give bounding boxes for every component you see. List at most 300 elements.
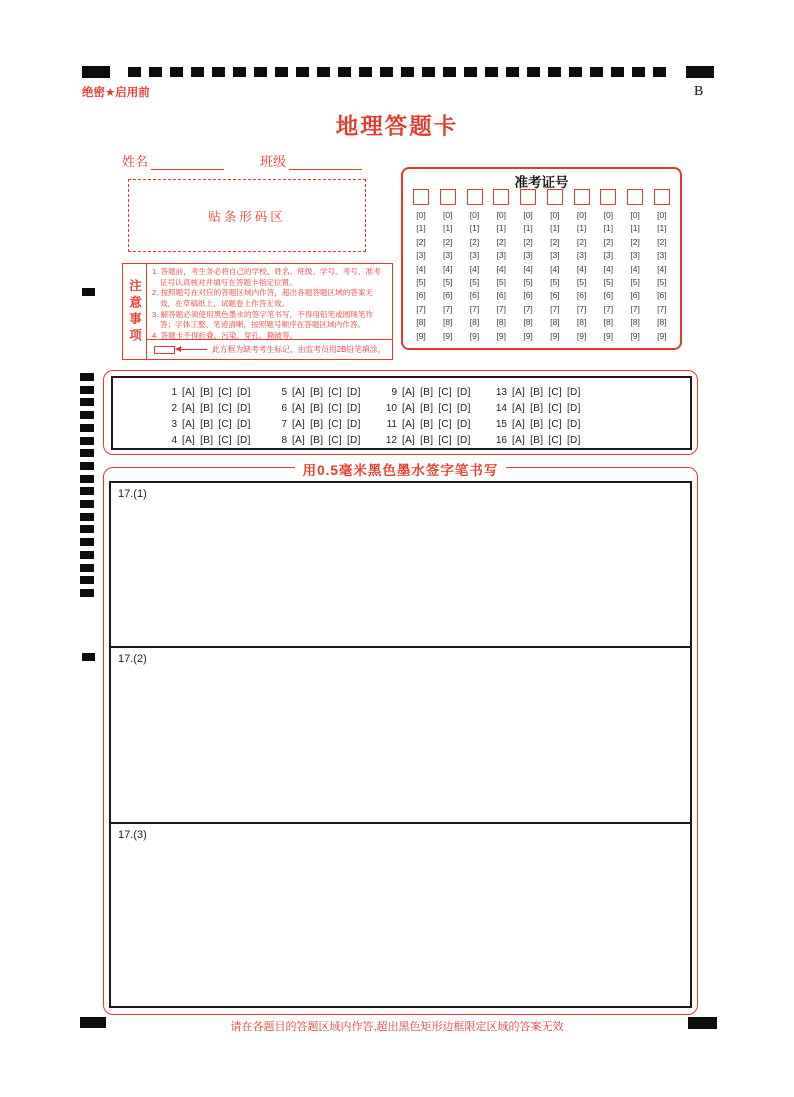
digit-bubble[interactable]: [3] bbox=[603, 250, 614, 261]
digit-bubble[interactable]: [7] bbox=[523, 303, 533, 314]
timing-dash bbox=[632, 67, 645, 77]
option-bubble[interactable]: [B] bbox=[310, 402, 324, 414]
digit-bubble[interactable]: [1] bbox=[576, 223, 587, 234]
digit-bubble[interactable]: [9] bbox=[523, 330, 533, 341]
option-bubble[interactable]: [B] bbox=[200, 402, 214, 414]
exam-number-column bbox=[520, 189, 536, 343]
left-timing-mark bbox=[80, 589, 94, 597]
top-timing-marks bbox=[128, 67, 666, 77]
barcode-paste-area[interactable] bbox=[128, 179, 366, 252]
exam-number-column bbox=[467, 189, 483, 343]
digit-bubble[interactable]: [8] bbox=[496, 317, 507, 328]
mc-question-row bbox=[157, 416, 282, 432]
digit-bubble[interactable]: [5] bbox=[523, 277, 533, 288]
digit-bubble[interactable]: [1] bbox=[469, 223, 480, 234]
digit-bubble[interactable]: [9] bbox=[416, 330, 426, 341]
option-bubble[interactable]: [B] bbox=[420, 402, 434, 414]
digit-bubble[interactable]: [3] bbox=[630, 250, 640, 261]
option-bubble[interactable]: [B] bbox=[530, 402, 544, 414]
left-timing-mark bbox=[82, 288, 95, 296]
digit-bubble[interactable]: [2] bbox=[657, 236, 667, 247]
digit-bubble[interactable]: [3] bbox=[576, 250, 587, 261]
digit-bubble[interactable]: [9] bbox=[496, 330, 507, 341]
digit-bubble[interactable]: [6] bbox=[550, 290, 560, 301]
question-number: 3 bbox=[171, 418, 177, 430]
digit-bubble[interactable]: [1] bbox=[496, 223, 507, 234]
digit-bubble[interactable]: [3] bbox=[657, 250, 667, 261]
digit-bubble[interactable]: [3] bbox=[469, 250, 480, 261]
mc-question-row bbox=[377, 416, 502, 432]
option-bubble[interactable]: [A] bbox=[292, 434, 306, 446]
option-bubble[interactable]: [D] bbox=[346, 386, 361, 398]
option-bubble[interactable]: [A] bbox=[402, 386, 416, 398]
digit-write-box[interactable] bbox=[467, 189, 483, 205]
timing-dash bbox=[401, 67, 414, 77]
digit-bubble[interactable]: [6] bbox=[469, 290, 480, 301]
digit-bubble[interactable]: [2] bbox=[416, 236, 426, 247]
timing-dash bbox=[422, 67, 435, 77]
option-bubble[interactable]: [B] bbox=[310, 434, 324, 446]
left-timing-mark bbox=[80, 424, 94, 432]
absent-mark-box[interactable] bbox=[154, 346, 175, 354]
option-bubble[interactable]: [D] bbox=[236, 402, 251, 414]
timing-dash bbox=[317, 67, 330, 77]
digit-bubble[interactable]: [3] bbox=[550, 250, 560, 261]
digit-bubble[interactable]: [4] bbox=[523, 263, 533, 274]
mc-column bbox=[377, 384, 502, 448]
question-number: 9 bbox=[391, 386, 397, 398]
name-field[interactable] bbox=[151, 156, 224, 170]
timing-dash bbox=[254, 67, 267, 77]
footer-warning-note: 请在各题目的答题区域内作答,超出黑色矩形边框限定区域的答案无效 bbox=[230, 1021, 564, 1033]
form-version-letter: B bbox=[694, 84, 704, 99]
digit-bubble[interactable]: [3] bbox=[443, 250, 453, 261]
digit-bubble[interactable]: [0] bbox=[523, 210, 533, 220]
digit-bubble[interactable]: [1] bbox=[657, 223, 667, 234]
question-number: 12 bbox=[385, 434, 397, 446]
corner-registration-mark bbox=[82, 66, 110, 78]
barcode-area-label: 贴条形码区 bbox=[208, 209, 286, 224]
essay-area-17-2[interactable] bbox=[111, 648, 690, 824]
digit-bubble[interactable]: [9] bbox=[576, 330, 587, 341]
digit-bubble[interactable]: [0] bbox=[657, 210, 667, 220]
essay-header bbox=[104, 459, 697, 480]
option-bubble[interactable]: [D] bbox=[566, 434, 581, 446]
digit-bubble[interactable]: [4] bbox=[416, 263, 426, 274]
digit-bubble[interactable]: [7] bbox=[443, 303, 453, 314]
digit-bubble[interactable]: [2] bbox=[603, 236, 614, 247]
student-info-row bbox=[122, 151, 362, 170]
digit-bubble[interactable]: [6] bbox=[496, 290, 507, 301]
digit-bubble[interactable]: [0] bbox=[496, 210, 507, 220]
timing-dash bbox=[380, 67, 393, 77]
mc-question-row bbox=[267, 416, 392, 432]
exam-number-grid bbox=[413, 189, 670, 343]
mc-question-row bbox=[487, 432, 612, 448]
mc-column bbox=[267, 384, 392, 448]
left-timing-mark bbox=[80, 449, 94, 457]
mc-question-row bbox=[267, 432, 392, 448]
digit-bubble[interactable]: [2] bbox=[443, 236, 453, 247]
option-bubble[interactable]: [A] bbox=[512, 418, 526, 430]
digit-write-box[interactable] bbox=[440, 189, 456, 205]
mc-question-row bbox=[377, 432, 502, 448]
digit-write-box[interactable] bbox=[413, 189, 429, 205]
timing-dash bbox=[611, 67, 624, 77]
digit-bubble[interactable]: [4] bbox=[550, 263, 560, 274]
timing-dash bbox=[233, 67, 246, 77]
timing-dash bbox=[527, 67, 540, 77]
timing-dash bbox=[653, 67, 666, 77]
essay-header-text: 用0.5毫米黑色墨水签字笔书写 bbox=[295, 463, 507, 478]
timing-dash bbox=[170, 67, 183, 77]
digit-bubble[interactable]: [4] bbox=[603, 263, 614, 274]
option-bubble[interactable]: [A] bbox=[512, 402, 526, 414]
multiple-choice-section bbox=[103, 370, 698, 455]
digit-bubble[interactable]: [1] bbox=[630, 223, 640, 234]
notice-title: 注意事项 bbox=[127, 278, 142, 345]
option-bubble[interactable]: [C] bbox=[548, 386, 562, 398]
left-timing-mark bbox=[80, 398, 94, 406]
digit-bubble[interactable]: [7] bbox=[496, 303, 507, 314]
timing-dash bbox=[548, 67, 561, 77]
page-title: 地理答题卡 bbox=[335, 114, 459, 139]
digit-bubble[interactable]: [0] bbox=[469, 210, 480, 220]
timing-dash bbox=[506, 67, 519, 77]
left-timing-mark bbox=[80, 551, 94, 559]
option-bubble[interactable]: [C] bbox=[328, 386, 342, 398]
digit-bubble[interactable]: [8] bbox=[416, 317, 426, 328]
digit-bubble[interactable]: [3] bbox=[416, 250, 426, 261]
left-timing-mark bbox=[80, 513, 94, 521]
digit-bubble[interactable]: [3] bbox=[523, 250, 533, 261]
digit-bubble[interactable]: [4] bbox=[469, 263, 480, 274]
option-bubble[interactable]: [C] bbox=[438, 386, 452, 398]
digit-bubble[interactable]: [7] bbox=[416, 303, 426, 314]
left-timing-mark bbox=[80, 538, 94, 546]
digit-bubble[interactable]: [5] bbox=[603, 277, 614, 288]
option-bubble[interactable]: [D] bbox=[456, 418, 471, 430]
option-bubble[interactable]: [B] bbox=[200, 434, 214, 446]
left-timing-mark bbox=[82, 653, 95, 661]
mc-question-row bbox=[487, 400, 612, 416]
mc-question-row bbox=[377, 400, 502, 416]
digit-bubble[interactable]: [7] bbox=[603, 303, 614, 314]
question-number: 10 bbox=[385, 402, 397, 414]
digit-write-box[interactable] bbox=[600, 189, 616, 205]
option-bubble[interactable]: [A] bbox=[182, 402, 196, 414]
exam-number-column bbox=[547, 189, 563, 343]
mc-column bbox=[487, 384, 612, 448]
option-bubble[interactable]: [D] bbox=[346, 402, 361, 414]
digit-bubble[interactable]: [7] bbox=[469, 303, 480, 314]
digit-bubble[interactable]: [6] bbox=[443, 290, 453, 301]
digit-bubble[interactable]: [1] bbox=[523, 223, 533, 234]
digit-bubble[interactable]: [9] bbox=[443, 330, 453, 341]
mc-question-row bbox=[157, 432, 282, 448]
digit-bubble[interactable]: [6] bbox=[603, 290, 614, 301]
digit-bubble[interactable]: [5] bbox=[630, 277, 640, 288]
option-bubble[interactable]: [A] bbox=[402, 402, 416, 414]
left-timing-mark bbox=[80, 500, 94, 508]
digit-bubble[interactable]: [8] bbox=[576, 317, 587, 328]
digit-write-box[interactable] bbox=[627, 189, 643, 205]
left-timing-mark bbox=[80, 373, 94, 381]
question-number: 14 bbox=[495, 402, 507, 414]
option-bubble[interactable]: [A] bbox=[182, 434, 196, 446]
timing-dash bbox=[149, 67, 162, 77]
option-bubble[interactable]: [A] bbox=[292, 386, 306, 398]
essay-question-label: 17.(1) bbox=[118, 488, 147, 500]
notice-title-cell bbox=[123, 264, 147, 359]
option-bubble[interactable]: [C] bbox=[218, 418, 232, 430]
question-number: 6 bbox=[281, 402, 287, 414]
question-number: 8 bbox=[281, 434, 287, 446]
option-bubble[interactable]: [B] bbox=[310, 418, 324, 430]
digit-bubble[interactable]: [2] bbox=[523, 236, 533, 247]
notice-items bbox=[147, 264, 392, 343]
digit-bubble[interactable]: [5] bbox=[550, 277, 560, 288]
notice-item: 1. 答题前，考生务必将自己的学校、姓名、班级、学号、考号、准考证号认真核对并填写在答题卡指定位置。 bbox=[152, 267, 381, 287]
digit-bubble[interactable]: [9] bbox=[657, 330, 667, 341]
digit-bubble[interactable]: [1] bbox=[603, 223, 614, 234]
digit-write-box[interactable] bbox=[493, 189, 509, 205]
option-bubble[interactable]: [B] bbox=[200, 418, 214, 430]
question-number: 5 bbox=[281, 386, 287, 398]
timing-dash bbox=[128, 67, 141, 77]
digit-bubble[interactable]: [0] bbox=[416, 210, 426, 220]
class-label: 班级 bbox=[260, 154, 287, 169]
option-bubble[interactable]: [B] bbox=[530, 386, 544, 398]
option-bubble[interactable]: [C] bbox=[328, 402, 342, 414]
left-timing-mark bbox=[80, 525, 94, 533]
exam-number-column bbox=[574, 189, 590, 343]
option-bubble[interactable]: [C] bbox=[548, 434, 562, 446]
option-bubble[interactable]: [A] bbox=[292, 418, 306, 430]
option-bubble[interactable]: [C] bbox=[218, 402, 232, 414]
digit-bubble[interactable]: [0] bbox=[443, 210, 453, 220]
exam-number-column bbox=[440, 189, 456, 343]
option-bubble[interactable]: [B] bbox=[310, 386, 324, 398]
essay-question-label: 17.(2) bbox=[118, 653, 147, 665]
essay-area-17-3[interactable] bbox=[111, 824, 690, 1006]
option-bubble[interactable]: [D] bbox=[456, 402, 471, 414]
mc-question-row bbox=[267, 400, 392, 416]
digit-bubble[interactable]: [5] bbox=[469, 277, 480, 288]
option-bubble[interactable]: [B] bbox=[420, 434, 434, 446]
digit-bubble[interactable]: [9] bbox=[550, 330, 560, 341]
digit-bubble[interactable]: [6] bbox=[630, 290, 640, 301]
timing-dash bbox=[275, 67, 288, 77]
digit-bubble[interactable]: [4] bbox=[443, 263, 453, 274]
left-arrow-icon bbox=[181, 349, 207, 351]
digit-bubble[interactable]: [1] bbox=[443, 223, 453, 234]
question-number: 2 bbox=[171, 402, 177, 414]
digit-bubble[interactable]: [8] bbox=[443, 317, 453, 328]
essay-question-label: 17.(3) bbox=[118, 829, 147, 841]
digit-bubble[interactable]: [1] bbox=[550, 223, 560, 234]
mc-question-row bbox=[157, 400, 282, 416]
option-bubble[interactable]: [A] bbox=[512, 434, 526, 446]
option-bubble[interactable]: [C] bbox=[548, 402, 562, 414]
left-timing-mark bbox=[80, 411, 94, 419]
option-bubble[interactable]: [A] bbox=[182, 418, 196, 430]
essay-answer-box bbox=[109, 481, 692, 1008]
option-bubble[interactable]: [A] bbox=[402, 434, 416, 446]
question-number: 15 bbox=[495, 418, 507, 430]
option-bubble[interactable]: [D] bbox=[456, 386, 471, 398]
exam-number-column bbox=[493, 189, 509, 343]
digit-bubble[interactable]: [6] bbox=[416, 290, 426, 301]
left-timing-mark bbox=[80, 462, 94, 470]
option-bubble[interactable]: [B] bbox=[530, 434, 544, 446]
option-bubble[interactable]: [B] bbox=[200, 386, 214, 398]
digit-bubble[interactable]: [2] bbox=[496, 236, 507, 247]
exam-number-column bbox=[654, 189, 670, 343]
digit-bubble[interactable]: [9] bbox=[630, 330, 640, 341]
option-bubble[interactable]: [B] bbox=[530, 418, 544, 430]
digit-bubble[interactable]: [1] bbox=[416, 223, 426, 234]
essay-section bbox=[103, 463, 698, 1015]
option-bubble[interactable]: [D] bbox=[566, 386, 581, 398]
digit-bubble[interactable]: [9] bbox=[469, 330, 480, 341]
option-bubble[interactable]: [A] bbox=[512, 386, 526, 398]
digit-bubble[interactable]: [4] bbox=[630, 263, 640, 274]
digit-bubble[interactable]: [5] bbox=[496, 277, 507, 288]
digit-bubble[interactable]: [8] bbox=[523, 317, 533, 328]
digit-bubble[interactable]: [8] bbox=[630, 317, 640, 328]
option-bubble[interactable]: [C] bbox=[218, 386, 232, 398]
timing-dash bbox=[191, 67, 204, 77]
option-bubble[interactable]: [D] bbox=[346, 434, 361, 446]
notice-item: 2. 按照题号在对应的答题区域内作答，超出各题答题区域的答案无效，在草稿纸上、试题卷上作答无效。 bbox=[152, 288, 374, 308]
option-bubble[interactable]: [C] bbox=[438, 418, 452, 430]
notice-content bbox=[147, 264, 392, 359]
mc-question-row bbox=[267, 384, 392, 400]
option-bubble[interactable]: [A] bbox=[182, 386, 196, 398]
digit-bubble[interactable]: [2] bbox=[550, 236, 560, 247]
digit-write-box[interactable] bbox=[520, 189, 536, 205]
digit-bubble[interactable]: [5] bbox=[443, 277, 453, 288]
absent-mark-note: 此方框为缺考考生标记，由监考员用2B铅笔填涂。 bbox=[212, 345, 386, 354]
option-bubble[interactable]: [C] bbox=[438, 434, 452, 446]
digit-bubble[interactable]: [0] bbox=[603, 210, 614, 220]
left-timing-mark bbox=[80, 564, 94, 572]
option-bubble[interactable]: [D] bbox=[346, 418, 361, 430]
exam-number-section bbox=[401, 167, 682, 350]
mc-question-row bbox=[487, 384, 612, 400]
digit-bubble[interactable]: [7] bbox=[550, 303, 560, 314]
security-classification-label: 绝密★启用前 bbox=[82, 87, 150, 99]
option-bubble[interactable]: [B] bbox=[420, 386, 434, 398]
timing-dash bbox=[338, 67, 351, 77]
option-bubble[interactable]: [D] bbox=[236, 386, 251, 398]
digit-bubble[interactable]: [7] bbox=[657, 303, 667, 314]
digit-bubble[interactable]: [8] bbox=[657, 317, 667, 328]
option-bubble[interactable]: [D] bbox=[566, 402, 581, 414]
digit-bubble[interactable]: [8] bbox=[469, 317, 480, 328]
digit-bubble[interactable]: [6] bbox=[657, 290, 667, 301]
timing-dash bbox=[485, 67, 498, 77]
digit-bubble[interactable]: [7] bbox=[576, 303, 587, 314]
option-bubble[interactable]: [C] bbox=[328, 434, 342, 446]
mc-question-row bbox=[487, 416, 612, 432]
digit-bubble[interactable]: [4] bbox=[576, 263, 587, 274]
timing-dash bbox=[212, 67, 225, 77]
option-bubble[interactable]: [C] bbox=[328, 418, 342, 430]
option-bubble[interactable]: [D] bbox=[236, 418, 251, 430]
timing-dash bbox=[569, 67, 582, 77]
digit-bubble[interactable]: [5] bbox=[576, 277, 587, 288]
digit-bubble[interactable]: [9] bbox=[603, 330, 614, 341]
exam-number-title: 准考证号 bbox=[514, 175, 569, 190]
class-field[interactable] bbox=[289, 156, 362, 170]
left-timing-mark bbox=[80, 475, 94, 483]
digit-bubble[interactable]: [8] bbox=[550, 317, 560, 328]
digit-bubble[interactable]: [3] bbox=[496, 250, 507, 261]
option-bubble[interactable]: [A] bbox=[292, 402, 306, 414]
option-bubble[interactable]: [B] bbox=[420, 418, 434, 430]
digit-bubble[interactable]: [2] bbox=[576, 236, 587, 247]
digit-write-box[interactable] bbox=[654, 189, 670, 205]
exam-number-column bbox=[600, 189, 616, 343]
timing-dash bbox=[464, 67, 477, 77]
option-bubble[interactable]: [A] bbox=[402, 418, 416, 430]
option-bubble[interactable]: [D] bbox=[236, 434, 251, 446]
digit-bubble[interactable]: [0] bbox=[550, 210, 560, 220]
option-bubble[interactable]: [C] bbox=[438, 402, 452, 414]
digit-bubble[interactable]: [5] bbox=[416, 277, 426, 288]
timing-dash bbox=[296, 67, 309, 77]
option-bubble[interactable]: [C] bbox=[548, 418, 562, 430]
timing-dash bbox=[359, 67, 372, 77]
multiple-choice-grid bbox=[111, 376, 692, 450]
exam-number-column bbox=[627, 189, 643, 343]
left-timing-mark bbox=[80, 576, 94, 584]
digit-bubble[interactable]: [0] bbox=[576, 210, 587, 220]
digit-write-box[interactable] bbox=[574, 189, 590, 205]
notice-item: 4. 答题卡不得折叠、污染、穿孔、撕破等。 bbox=[152, 330, 298, 340]
mc-question-row bbox=[157, 384, 282, 400]
left-timing-mark bbox=[80, 386, 94, 394]
digit-bubble[interactable]: [8] bbox=[603, 317, 614, 328]
digit-bubble[interactable]: [6] bbox=[523, 290, 533, 301]
digit-bubble[interactable]: [4] bbox=[496, 263, 507, 274]
question-number: 1 bbox=[171, 386, 177, 398]
essay-area-17-1[interactable] bbox=[111, 483, 690, 648]
mc-question-row bbox=[377, 384, 502, 400]
question-number: 7 bbox=[281, 418, 287, 430]
digit-bubble[interactable]: [2] bbox=[469, 236, 480, 247]
question-number: 16 bbox=[495, 434, 507, 446]
digit-bubble[interactable]: [6] bbox=[576, 290, 587, 301]
digit-bubble[interactable]: [0] bbox=[630, 210, 640, 220]
option-bubble[interactable]: [D] bbox=[566, 418, 581, 430]
notice-item: 3. 解答题必须使用黑色墨水的签字笔书写，不得用铅笔或圆珠笔作答；字体工整、笔迹清晰，按照题号顺序在答题区域内作答。 bbox=[152, 309, 374, 330]
digit-bubble[interactable]: [7] bbox=[630, 303, 640, 314]
option-bubble[interactable]: [C] bbox=[218, 434, 232, 446]
digit-bubble[interactable]: [4] bbox=[657, 263, 667, 274]
option-bubble[interactable]: [D] bbox=[456, 434, 471, 446]
digit-bubble[interactable]: [5] bbox=[657, 277, 667, 288]
question-number: 11 bbox=[386, 418, 397, 430]
exam-number-column bbox=[413, 189, 429, 343]
timing-dash bbox=[443, 67, 456, 77]
digit-write-box[interactable] bbox=[547, 189, 563, 205]
notice-box bbox=[122, 263, 393, 360]
left-timing-mark bbox=[80, 487, 94, 495]
digit-bubble[interactable]: [2] bbox=[630, 236, 640, 247]
